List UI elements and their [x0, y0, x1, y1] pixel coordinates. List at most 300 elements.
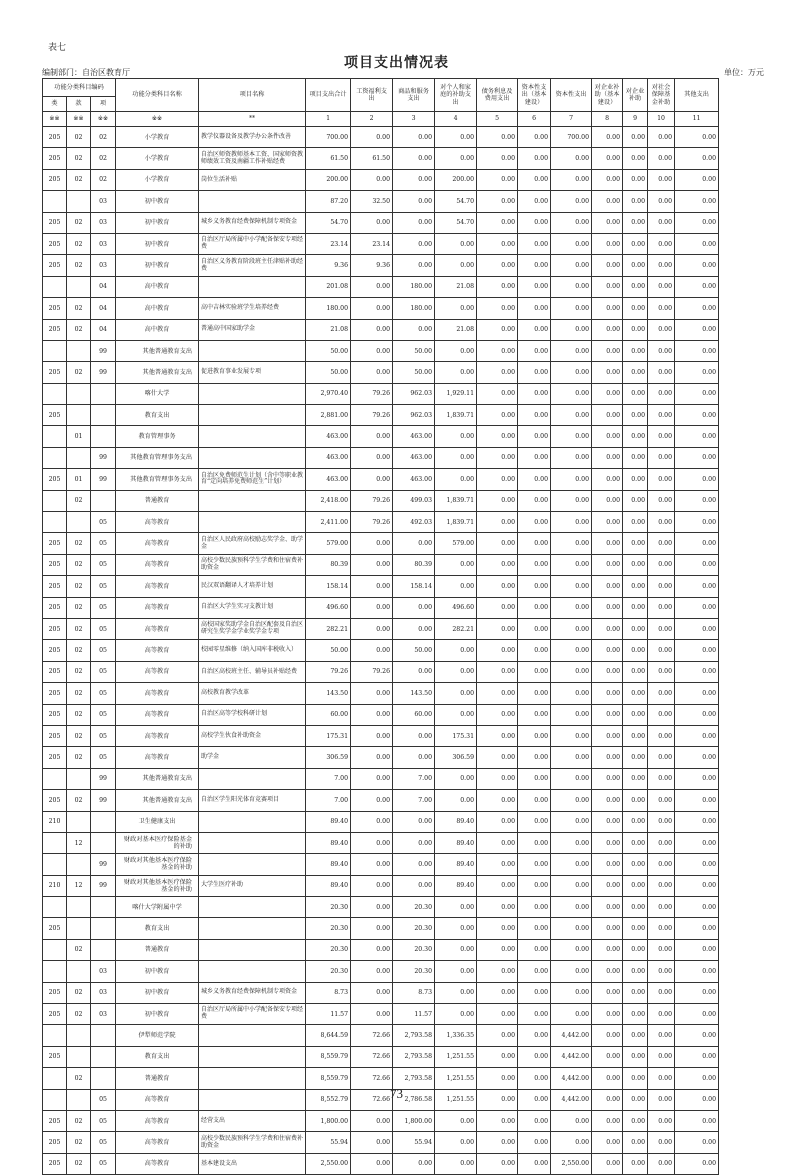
- table-row: [43, 233, 719, 254]
- cell-amount: 0.00: [648, 1089, 675, 1110]
- cell-amount: 21.08: [435, 319, 477, 340]
- cell-amount: 0.00: [648, 939, 675, 960]
- cell-amount: 0.00: [623, 490, 648, 511]
- cell-subject-name: 喀什大学: [116, 383, 199, 404]
- table-body: [43, 127, 719, 1175]
- cell-amount: 463.00: [393, 426, 435, 447]
- cell-amount: 0.00: [551, 982, 592, 1003]
- cell-subject-name: 喀什大学附属中学: [116, 897, 199, 918]
- cell-amount: 0.00: [648, 1025, 675, 1046]
- cell-kuan: [67, 1025, 91, 1046]
- cell-amount: 0.00: [675, 1132, 719, 1153]
- cell-amount: 201.08: [306, 276, 351, 297]
- cell-kuan: 02: [67, 212, 91, 233]
- cell-amount: 20.30: [306, 961, 351, 982]
- cell-amount: 0.00: [551, 918, 592, 939]
- cell-amount: 89.40: [435, 811, 477, 832]
- cell-amount: 54.70: [435, 191, 477, 212]
- cell-amount: 0.00: [393, 875, 435, 896]
- cell-amount: 89.40: [306, 832, 351, 853]
- cell-amount: 0.00: [435, 1004, 477, 1025]
- cell-amount: 0.00: [623, 169, 648, 190]
- cell-amount: 0.00: [477, 1110, 518, 1131]
- cell-project-name: [199, 854, 306, 875]
- cell-amount: 0.00: [592, 618, 623, 639]
- cell-amount: 0.00: [623, 961, 648, 982]
- cell-project-name: [199, 939, 306, 960]
- cell-xiang: 05: [91, 1153, 116, 1174]
- cell-lei: 205: [43, 1132, 67, 1153]
- cell-lei: [43, 897, 67, 918]
- cell-amount: 0.00: [351, 939, 393, 960]
- cell-subject-name: 普通教育: [116, 1068, 199, 1089]
- cell-amount: 0.00: [592, 1025, 623, 1046]
- cell-xiang: 05: [91, 512, 116, 533]
- cell-subject-name: 高中教育: [116, 319, 199, 340]
- cell-amount: 0.00: [648, 982, 675, 1003]
- cell-amount: 0.00: [518, 212, 551, 233]
- table-row: [43, 490, 719, 511]
- cell-amount: 0.00: [592, 768, 623, 789]
- cell-amount: 20.30: [306, 918, 351, 939]
- cell-amount: 0.00: [675, 405, 719, 426]
- cell-amount: 0.00: [592, 961, 623, 982]
- cell-amount: 0.00: [351, 961, 393, 982]
- cell-kuan: [67, 447, 91, 468]
- cell-project-name: 自治区师资教师基本工资、国家师资教师绩效工资及南疆工作补贴经费: [199, 148, 306, 169]
- cell-amount: 0.00: [623, 1046, 648, 1067]
- cell-amount: 0.00: [551, 725, 592, 746]
- cell-amount: 0.00: [551, 875, 592, 896]
- cell-amount: 0.00: [435, 768, 477, 789]
- cell-amount: 0.00: [477, 362, 518, 383]
- cell-amount: 0.00: [592, 982, 623, 1003]
- cell-kuan: 12: [67, 875, 91, 896]
- table-row: [43, 1132, 719, 1153]
- cell-amount: 72.66: [351, 1068, 393, 1089]
- cell-amount: 0.00: [477, 640, 518, 661]
- cell-amount: 0.00: [648, 790, 675, 811]
- header-kuan: 款: [67, 97, 91, 112]
- cell-lei: 205: [43, 554, 67, 575]
- cell-amount: 2,793.58: [393, 1046, 435, 1067]
- cell-amount: 0.00: [477, 747, 518, 768]
- cell-amount: 0.00: [393, 255, 435, 276]
- cell-amount: 962.03: [393, 405, 435, 426]
- cell-amount: 61.50: [306, 148, 351, 169]
- cell-amount: 20.30: [393, 939, 435, 960]
- cell-amount: 0.00: [518, 127, 551, 148]
- cell-amount: 20.30: [393, 897, 435, 918]
- cell-xiang: 05: [91, 725, 116, 746]
- cell-subject-name: 高中教育: [116, 276, 199, 297]
- index-cell: 1: [306, 112, 351, 127]
- cell-lei: 205: [43, 1046, 67, 1067]
- cell-amount: 0.00: [675, 747, 719, 768]
- cell-xiang: 03: [91, 212, 116, 233]
- cell-subject-name: 教育支出: [116, 1046, 199, 1067]
- cell-xiang: 05: [91, 618, 116, 639]
- cell-subject-name: 初中教育: [116, 982, 199, 1003]
- page-number: 73: [390, 1086, 403, 1101]
- cell-amount: 0.00: [623, 1110, 648, 1131]
- cell-amount: 4,442.00: [551, 1068, 592, 1089]
- cell-amount: 0.00: [592, 319, 623, 340]
- cell-amount: 0.00: [477, 554, 518, 575]
- cell-amount: 0.00: [518, 790, 551, 811]
- cell-amount: 1,839.71: [435, 405, 477, 426]
- cell-amount: 0.00: [592, 1110, 623, 1131]
- cell-amount: 0.00: [648, 362, 675, 383]
- cell-subject-name: 教育管理事务: [116, 426, 199, 447]
- cell-amount: 0.00: [648, 725, 675, 746]
- cell-amount: 0.00: [477, 939, 518, 960]
- cell-amount: 0.00: [623, 212, 648, 233]
- cell-amount: 0.00: [518, 362, 551, 383]
- cell-amount: 2,793.58: [393, 1025, 435, 1046]
- cell-xiang: 05: [91, 1089, 116, 1110]
- cell-amount: 0.00: [675, 233, 719, 254]
- cell-amount: 0.00: [477, 618, 518, 639]
- cell-amount: 0.00: [435, 298, 477, 319]
- cell-amount: 1,800.00: [306, 1110, 351, 1131]
- cell-amount: 8,552.79: [306, 1089, 351, 1110]
- cell-amount: 0.00: [393, 148, 435, 169]
- cell-amount: 0.00: [435, 661, 477, 682]
- cell-xiang: 03: [91, 961, 116, 982]
- cell-xiang: 05: [91, 1110, 116, 1131]
- cell-amount: 0.00: [477, 447, 518, 468]
- table-row: [43, 383, 719, 404]
- cell-amount: 0.00: [648, 661, 675, 682]
- cell-amount: 0.00: [518, 897, 551, 918]
- cell-amount: 0.00: [648, 127, 675, 148]
- cell-amount: 1,800.00: [393, 1110, 435, 1131]
- header-c11: 其他支出: [675, 79, 719, 112]
- cell-subject-name: 高等教育: [116, 533, 199, 554]
- cell-amount: 0.00: [648, 169, 675, 190]
- cell-subject-name: 财政对基本医疗保险基金的补助: [116, 832, 199, 853]
- cell-project-name: [199, 405, 306, 426]
- cell-amount: 0.00: [623, 276, 648, 297]
- cell-amount: 0.00: [675, 426, 719, 447]
- cell-xiang: 04: [91, 298, 116, 319]
- cell-amount: 0.00: [435, 447, 477, 468]
- cell-amount: 463.00: [306, 447, 351, 468]
- cell-xiang: 05: [91, 576, 116, 597]
- cell-kuan: [67, 340, 91, 361]
- cell-amount: 0.00: [551, 405, 592, 426]
- cell-amount: 21.08: [435, 276, 477, 297]
- cell-amount: 0.00: [477, 1004, 518, 1025]
- cell-amount: 0.00: [477, 683, 518, 704]
- cell-project-name: [199, 340, 306, 361]
- cell-subject-name: 初中教育: [116, 1004, 199, 1025]
- cell-amount: 50.00: [306, 340, 351, 361]
- cell-lei: 205: [43, 405, 67, 426]
- cell-amount: 0.00: [592, 939, 623, 960]
- cell-kuan: [67, 897, 91, 918]
- cell-amount: 0.00: [551, 233, 592, 254]
- cell-kuan: 02: [67, 576, 91, 597]
- cell-xiang: 03: [91, 233, 116, 254]
- cell-kuan: 02: [67, 939, 91, 960]
- cell-amount: 0.00: [435, 340, 477, 361]
- cell-kuan: 02: [67, 127, 91, 148]
- cell-amount: 0.00: [393, 661, 435, 682]
- cell-amount: 0.00: [351, 618, 393, 639]
- cell-amount: 0.00: [518, 725, 551, 746]
- cell-project-name: [199, 1025, 306, 1046]
- cell-amount: 0.00: [675, 148, 719, 169]
- cell-amount: 463.00: [393, 469, 435, 490]
- cell-xiang: [91, 1046, 116, 1067]
- cell-amount: 0.00: [518, 961, 551, 982]
- cell-amount: 0.00: [351, 1132, 393, 1153]
- cell-amount: 0.00: [648, 212, 675, 233]
- cell-project-name: 经营支出: [199, 1110, 306, 1131]
- cell-subject-name: 财政对其他基本医疗保险基金的补助: [116, 854, 199, 875]
- cell-lei: [43, 426, 67, 447]
- cell-amount: 0.00: [351, 854, 393, 875]
- cell-amount: 0.00: [351, 319, 393, 340]
- cell-amount: 0.00: [592, 1004, 623, 1025]
- cell-subject-name: 财政对其他基本医疗保险基金的补助: [116, 875, 199, 896]
- cell-kuan: 02: [67, 233, 91, 254]
- cell-subject-name: 高等教育: [116, 725, 199, 746]
- cell-amount: 0.00: [351, 533, 393, 554]
- cell-lei: 205: [43, 576, 67, 597]
- table-row: [43, 340, 719, 361]
- index-cell: ※※: [43, 112, 67, 127]
- cell-project-name: 岗位生活补贴: [199, 169, 306, 190]
- cell-amount: 175.31: [306, 725, 351, 746]
- cell-amount: 0.00: [435, 961, 477, 982]
- cell-project-name: [199, 383, 306, 404]
- cell-kuan: 02: [67, 148, 91, 169]
- cell-amount: 0.00: [675, 918, 719, 939]
- cell-lei: 205: [43, 1153, 67, 1174]
- cell-amount: 20.30: [306, 939, 351, 960]
- cell-amount: 0.00: [648, 148, 675, 169]
- table-row: [43, 576, 719, 597]
- cell-amount: 4,442.00: [551, 1025, 592, 1046]
- cell-amount: 579.00: [435, 533, 477, 554]
- cell-lei: 205: [43, 725, 67, 746]
- cell-amount: 0.00: [648, 811, 675, 832]
- cell-amount: 0.00: [435, 897, 477, 918]
- cell-amount: 0.00: [675, 533, 719, 554]
- cell-amount: 0.00: [648, 1046, 675, 1067]
- cell-lei: 205: [43, 319, 67, 340]
- cell-amount: 158.14: [393, 576, 435, 597]
- cell-subject-name: 教育支出: [116, 405, 199, 426]
- cell-lei: [43, 854, 67, 875]
- cell-amount: 0.00: [518, 1153, 551, 1174]
- cell-amount: 463.00: [306, 469, 351, 490]
- cell-kuan: 02: [67, 1110, 91, 1131]
- cell-amount: 23.14: [306, 233, 351, 254]
- cell-kuan: [67, 961, 91, 982]
- cell-amount: 0.00: [477, 897, 518, 918]
- cell-kuan: 02: [67, 1153, 91, 1174]
- cell-amount: 0.00: [518, 1046, 551, 1067]
- cell-amount: 0.00: [477, 725, 518, 746]
- cell-lei: 205: [43, 640, 67, 661]
- cell-amount: 180.00: [306, 298, 351, 319]
- cell-amount: 0.00: [592, 640, 623, 661]
- cell-project-name: 城乡义务教育经费保障机制专项资金: [199, 212, 306, 233]
- cell-amount: 496.60: [306, 597, 351, 618]
- cell-amount: 0.00: [351, 426, 393, 447]
- cell-amount: 0.00: [675, 1046, 719, 1067]
- cell-xiang: 05: [91, 1132, 116, 1153]
- index-cell: 8: [592, 112, 623, 127]
- cell-amount: 0.00: [675, 1110, 719, 1131]
- cell-amount: 50.00: [393, 640, 435, 661]
- table-row: [43, 790, 719, 811]
- cell-kuan: 02: [67, 1004, 91, 1025]
- cell-amount: 0.00: [435, 790, 477, 811]
- cell-amount: 0.00: [518, 939, 551, 960]
- cell-amount: 32.50: [351, 191, 393, 212]
- cell-amount: 0.00: [351, 554, 393, 575]
- cell-amount: 0.00: [675, 362, 719, 383]
- cell-project-name: 城乡义务教育经费保障机制专项资金: [199, 982, 306, 1003]
- cell-amount: 1,839.71: [435, 490, 477, 511]
- table-row: [43, 127, 719, 148]
- cell-amount: 0.00: [551, 790, 592, 811]
- cell-amount: 0.00: [518, 1004, 551, 1025]
- table-row: [43, 469, 719, 490]
- cell-amount: 2,970.40: [306, 383, 351, 404]
- cell-amount: 0.00: [675, 512, 719, 533]
- cell-amount: 200.00: [306, 169, 351, 190]
- cell-amount: 1,929.11: [435, 383, 477, 404]
- cell-amount: 0.00: [648, 383, 675, 404]
- cell-amount: 0.00: [477, 875, 518, 896]
- cell-amount: 700.00: [551, 127, 592, 148]
- cell-amount: 0.00: [623, 1089, 648, 1110]
- cell-amount: 0.00: [518, 148, 551, 169]
- cell-lei: [43, 490, 67, 511]
- cell-amount: 0.00: [551, 340, 592, 361]
- cell-amount: 0.00: [393, 319, 435, 340]
- cell-amount: 0.00: [477, 469, 518, 490]
- cell-amount: 0.00: [518, 854, 551, 875]
- cell-project-name: [199, 897, 306, 918]
- cell-amount: 306.59: [306, 747, 351, 768]
- cell-amount: 0.00: [592, 918, 623, 939]
- table-row: [43, 897, 719, 918]
- cell-amount: 0.00: [551, 362, 592, 383]
- cell-subject-name: 高等教育: [116, 597, 199, 618]
- cell-amount: 23.14: [351, 233, 393, 254]
- cell-amount: 0.00: [592, 790, 623, 811]
- cell-amount: 0.00: [477, 255, 518, 276]
- cell-amount: 0.00: [435, 233, 477, 254]
- cell-amount: 0.00: [477, 1089, 518, 1110]
- cell-amount: 0.00: [518, 982, 551, 1003]
- cell-kuan: 02: [67, 554, 91, 575]
- cell-amount: 0.00: [351, 362, 393, 383]
- cell-amount: 0.00: [551, 169, 592, 190]
- cell-amount: 0.00: [675, 854, 719, 875]
- cell-subject-name: 高等教育: [116, 661, 199, 682]
- cell-lei: [43, 961, 67, 982]
- cell-subject-name: 小学教育: [116, 169, 199, 190]
- cell-kuan: 02: [67, 1132, 91, 1153]
- cell-amount: 0.00: [675, 618, 719, 639]
- cell-amount: 0.00: [648, 233, 675, 254]
- cell-amount: 2,550.00: [306, 1153, 351, 1174]
- cell-amount: 0.00: [675, 1089, 719, 1110]
- cell-kuan: [67, 276, 91, 297]
- cell-amount: 0.00: [393, 747, 435, 768]
- cell-amount: 7.00: [306, 790, 351, 811]
- table-row: [43, 191, 719, 212]
- cell-amount: 0.00: [518, 576, 551, 597]
- cell-amount: 0.00: [592, 1153, 623, 1174]
- cell-amount: 1,251.55: [435, 1046, 477, 1067]
- cell-amount: 0.00: [435, 255, 477, 276]
- cell-amount: 962.03: [393, 383, 435, 404]
- cell-kuan: [67, 512, 91, 533]
- index-cell: 7: [551, 112, 592, 127]
- cell-amount: 0.00: [648, 918, 675, 939]
- cell-amount: 0.00: [477, 1046, 518, 1067]
- cell-amount: 0.00: [675, 127, 719, 148]
- cell-amount: 0.00: [623, 939, 648, 960]
- cell-amount: 0.00: [477, 512, 518, 533]
- cell-amount: 0.00: [592, 148, 623, 169]
- cell-subject-name: 高等教育: [116, 576, 199, 597]
- cell-amount: 0.00: [393, 811, 435, 832]
- cell-amount: 0.00: [351, 447, 393, 468]
- cell-subject-name: 高等教育: [116, 747, 199, 768]
- cell-amount: 0.00: [623, 554, 648, 575]
- cell-amount: 79.26: [351, 661, 393, 682]
- cell-amount: 0.00: [648, 897, 675, 918]
- cell-kuan: 02: [67, 640, 91, 661]
- cell-amount: 0.00: [592, 490, 623, 511]
- cell-amount: 0.00: [518, 512, 551, 533]
- cell-amount: 0.00: [518, 832, 551, 853]
- cell-lei: 205: [43, 790, 67, 811]
- cell-amount: 0.00: [648, 1068, 675, 1089]
- cell-subject-name: 高等教育: [116, 1110, 199, 1131]
- cell-amount: 0.00: [551, 426, 592, 447]
- cell-lei: 205: [43, 362, 67, 383]
- cell-kuan: [67, 768, 91, 789]
- cell-amount: 0.00: [477, 704, 518, 725]
- cell-amount: 0.00: [551, 148, 592, 169]
- cell-amount: 89.40: [306, 811, 351, 832]
- cell-amount: 0.00: [592, 340, 623, 361]
- index-cell: **: [199, 112, 306, 127]
- cell-amount: 20.30: [393, 918, 435, 939]
- cell-amount: 0.00: [623, 597, 648, 618]
- cell-kuan: 02: [67, 490, 91, 511]
- cell-amount: 0.00: [351, 982, 393, 1003]
- cell-amount: 0.00: [592, 362, 623, 383]
- cell-amount: 1,336.35: [435, 1025, 477, 1046]
- cell-xiang: 05: [91, 661, 116, 682]
- cell-amount: 0.00: [518, 1068, 551, 1089]
- cell-amount: 0.00: [623, 640, 648, 661]
- cell-amount: 0.00: [477, 811, 518, 832]
- cell-amount: 0.00: [551, 897, 592, 918]
